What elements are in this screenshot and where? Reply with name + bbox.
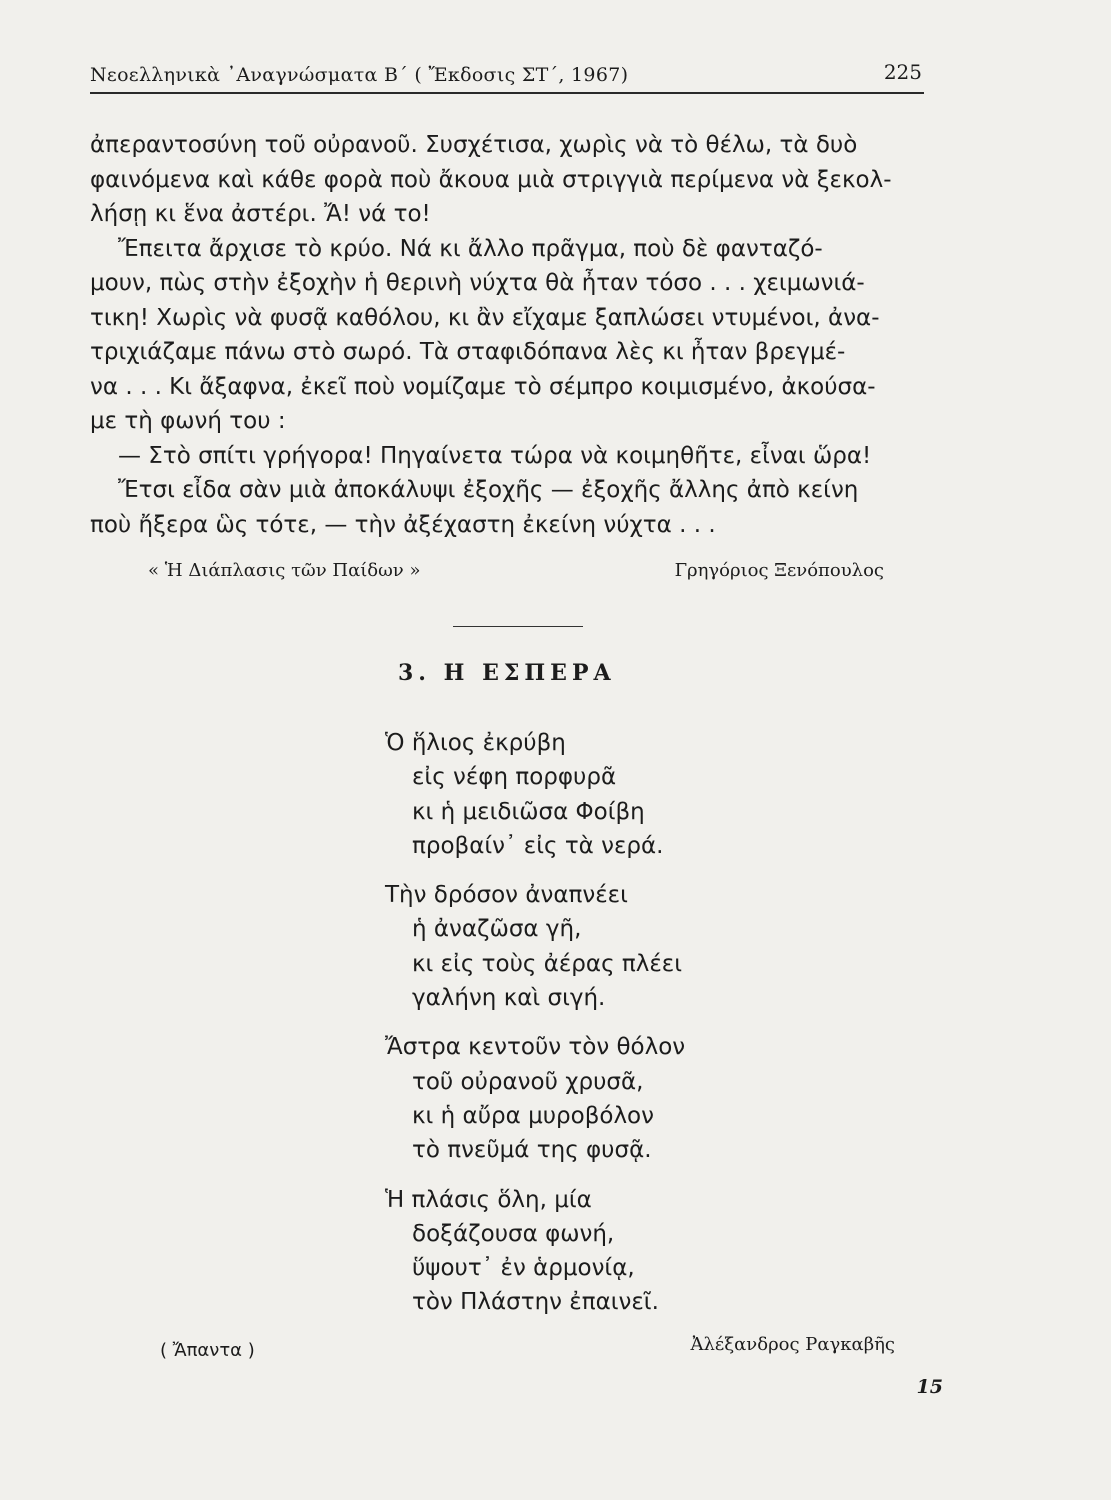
poem-stanza [385, 1030, 945, 1167]
poem [385, 726, 945, 1335]
prose-source: « Ἡ Διάπλασις τῶν Παίδων » [148, 560, 421, 581]
poem-verse: τὸν Πλάστην ἐπαινεῖ. [412, 1289, 659, 1316]
prose-line: — Στὸ σπίτι γρήγορα! Πηγαίνετα τώρα νὰ κοιμηθῆτε, εἶναι ὥρα! [118, 442, 872, 469]
poem-verse: δοξάζουσα φωνή, [412, 1220, 615, 1247]
prose-line: Ἔτσι εἶδα σὰν μιὰ ἀποκάλυψι ἐξοχῆς — ἐξοχῆς ἄλλης ἀπὸ κείνη [118, 477, 859, 503]
poem-verse: κι ἡ μειδιῶσα Φοίβη [412, 798, 645, 825]
prose-line: να . . . Κι ἄξαφνα, ἐκεῖ ποὺ νομίζαμε τὸ σέμπρο κοιμισμένο, ἀκούσα- [90, 373, 876, 400]
prose-line: λήσῃ κι ἕνα ἀστέρι. Ἄ! νά το! [90, 201, 431, 227]
poem-verse: Ἡ πλάσις ὅλη, μία [385, 1186, 592, 1213]
poem-verse: κι εἰς τοὺς ἀέρας πλέει [412, 950, 682, 977]
poem-verse: τὸ πνεῦμά της φυσᾷ. [412, 1137, 652, 1164]
dialogue-line [90, 439, 936, 474]
prose-line: ποὺ ἤξερα ὣς τότε, — τὴν ἀξέχαστη ἐκείνη νύχτα . . . [90, 511, 716, 538]
poem-stanza [385, 878, 945, 1015]
prose-line: Ἔπειτα ἄρχισε τὸ κρύο. Νά κι ἄλλο πρᾶγμα, ποὺ δὲ φανταζό- [118, 235, 823, 262]
poem-verse: κι ἡ αὔρα μυροβόλον [412, 1102, 654, 1129]
poem-verse: Ἄστρα κεντοῦν τὸν θόλον [385, 1034, 686, 1061]
paragraph-1 [90, 128, 936, 232]
poem-verse: Τὴν δρόσον ἀναπνέει [385, 882, 628, 909]
poem-verse: ἡ ἀναζῶσα γῆ, [412, 916, 582, 943]
prose-author: Γρηγόριος Ξενόπουλος [674, 560, 884, 581]
paragraph-3 [90, 473, 936, 542]
poem-author: Ἀλέξανδρος Ραγκαβῆς [690, 1334, 895, 1355]
poem-verse: ὕψουτ᾿ ἐν ἁρμονίᾳ, [412, 1255, 635, 1282]
running-title: Νεοελληνικὰ ᾿Αναγνώσματα Β΄ ( Ἔκδοσις ΣΤ΄, 1967) [90, 64, 629, 86]
prose-line: με τὴ φωνή του : [90, 408, 286, 434]
poem-verse: προβαίν᾿ εἰς τὰ νερά. [412, 832, 664, 859]
prose-line: φαινόμενα καὶ κάθε φορὰ ποὺ ἄκουα μιὰ στριγγιὰ περίμενα νὰ ξεκολ- [90, 166, 892, 193]
prose-line: μουν, πὼς στὴν ἐξοχὴν ἡ θερινὴ νύχτα θὰ ἦταν τόσο . . . χειμωνιά- [90, 270, 865, 296]
poem-verse: γαλήνη καὶ σιγή. [412, 985, 606, 1012]
section-divider [453, 626, 583, 627]
poem-verse: τοῦ οὐρανοῦ χρυσᾶ, [412, 1068, 644, 1095]
poem-stanza [385, 1183, 945, 1320]
page-header [90, 58, 924, 94]
prose-line: ἀπεραντοσύνη τοῦ οὐρανοῦ. Συσχέτισα, χωρὶς νὰ τὸ θέλω, τὰ δυὸ [90, 132, 858, 158]
poem-verse: Ὁ ἥλιος ἐκρύβη [385, 730, 566, 756]
paragraph-2 [90, 232, 936, 439]
signature-mark: 15 [916, 1376, 943, 1398]
poem-stanza [385, 726, 945, 863]
prose-passage [90, 128, 936, 542]
poem-source: ( Ἄπαντα ) [160, 1340, 255, 1361]
poem-verse: εἰς νέφη πορφυρᾶ [412, 764, 617, 791]
poem-title: 3. Η ΕΣΠΕΡΑ [398, 660, 616, 686]
prose-line: τικη! Χωρὶς νὰ φυσᾷ καθόλου, κι ἂν εἴχαμε ξαπλώσει ντυμένοι, ἀνα- [90, 304, 880, 331]
page-number: 225 [883, 60, 922, 84]
prose-line: τριχιάζαμε πάνω στὸ σωρό. Τὰ σταφιδόπανα λὲς κι ἦταν βρεγμέ- [90, 339, 846, 365]
prose-attribution [90, 560, 890, 590]
